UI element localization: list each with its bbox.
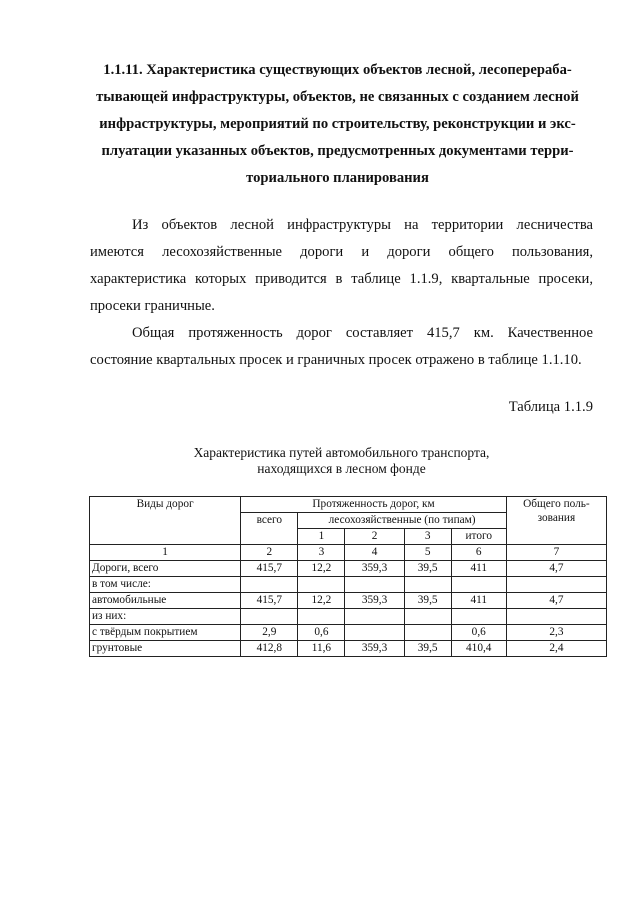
header-length: Протяженность дорог, км [241,497,507,513]
row-label-cell: грунтовые [90,641,241,657]
column-number-cell: 5 [404,545,451,561]
value-cell: 12,2 [298,593,345,609]
heading-line: 1.1.11. Характеристика существующих объектов лесной, лесоперераба- [103,62,572,78]
value-cell: 2,4 [506,641,606,657]
row-label-cell: в том числе: [90,577,241,593]
value-cell: 11,6 [298,641,345,657]
paragraph: Общая протяженность дорог составляет 415,7 км. Качественное состояние квартальных просек и граничных просек отражено в таблице 1.1.10. [90,325,593,368]
heading-line: инфраструктуры, мероприятий по строительству, реконструкции и экс- [99,116,576,132]
table-caption [90,445,593,477]
heading-line: тывающей инфраструктуры, объектов, не связанных с созданием лесной [96,89,579,105]
value-cell [345,609,404,625]
column-number-cell: 6 [451,545,506,561]
row-label-cell: автомобильные [90,593,241,609]
row-label-cell: с твёрдым покрытием [90,625,241,641]
value-cell [451,577,506,593]
value-cell: 0,6 [451,625,506,641]
column-number-cell: 2 [241,545,298,561]
table-row [90,609,607,625]
value-cell: 2,9 [241,625,298,641]
value-cell: 4,7 [506,561,606,577]
value-cell [298,609,345,625]
table-row [90,577,607,593]
table-caption-line: Характеристика путей автомобильного транспорта, [193,445,490,460]
header-total: всего [241,513,298,545]
header-road-types: Виды дорог [90,497,241,545]
value-cell: 2,3 [506,625,606,641]
header-subtotal: итого [451,529,506,545]
value-cell [345,625,404,641]
table-row [90,593,607,609]
roads-table [89,496,607,657]
value-cell [241,609,298,625]
heading-line: плуатации указанных объектов, предусмотренных документами терри- [101,143,574,159]
value-cell: 12,2 [298,561,345,577]
value-cell: 415,7 [241,593,298,609]
value-cell: 359,3 [345,593,404,609]
header-forestry: лесохозяйственные (по типам) [298,513,506,529]
value-cell [298,577,345,593]
header-type-1: 1 [298,529,345,545]
value-cell: 39,5 [404,593,451,609]
section-heading [80,57,595,192]
value-cell [404,577,451,593]
value-cell: 412,8 [241,641,298,657]
header-type-2: 2 [345,529,404,545]
value-cell: 415,7 [241,561,298,577]
column-number-cell: 3 [298,545,345,561]
column-number-cell: 1 [90,545,241,561]
value-cell: 410,4 [451,641,506,657]
value-cell: 411 [451,561,506,577]
table-number-label: Таблица 1.1.9 [508,399,593,415]
value-cell: 0,6 [298,625,345,641]
value-cell: 39,5 [404,561,451,577]
header-public-use: Общего поль-зования [506,497,606,545]
value-cell [404,609,451,625]
value-cell [451,609,506,625]
value-cell: 359,3 [345,641,404,657]
value-cell: 4,7 [506,593,606,609]
column-number-cell: 4 [345,545,404,561]
column-number-cell: 7 [506,545,606,561]
table-row [90,625,607,641]
value-cell: 39,5 [404,641,451,657]
column-number-row [90,545,607,561]
heading-line: ториального планирования [246,170,429,186]
value-cell [345,577,404,593]
row-label-cell: Дороги, всего [90,561,241,577]
header-type-3: 3 [404,529,451,545]
value-cell: 359,3 [345,561,404,577]
paragraph: Из объектов лесной инфраструктуры на территории лесничества имеются лесохозяйственные дороги и дороги общего пользования, характеристика которых приводится в таблице 1.1.9, квартальные просеки, просеки граничные. [90,217,593,314]
value-cell [404,625,451,641]
table-row [90,561,607,577]
value-cell [506,609,606,625]
value-cell [506,577,606,593]
row-label-cell: из них: [90,609,241,625]
value-cell [241,577,298,593]
body-text [90,212,593,374]
value-cell: 411 [451,593,506,609]
table-row [90,641,607,657]
header-row [90,497,607,513]
table-caption-line: находящихся в лесном фонде [257,461,426,476]
